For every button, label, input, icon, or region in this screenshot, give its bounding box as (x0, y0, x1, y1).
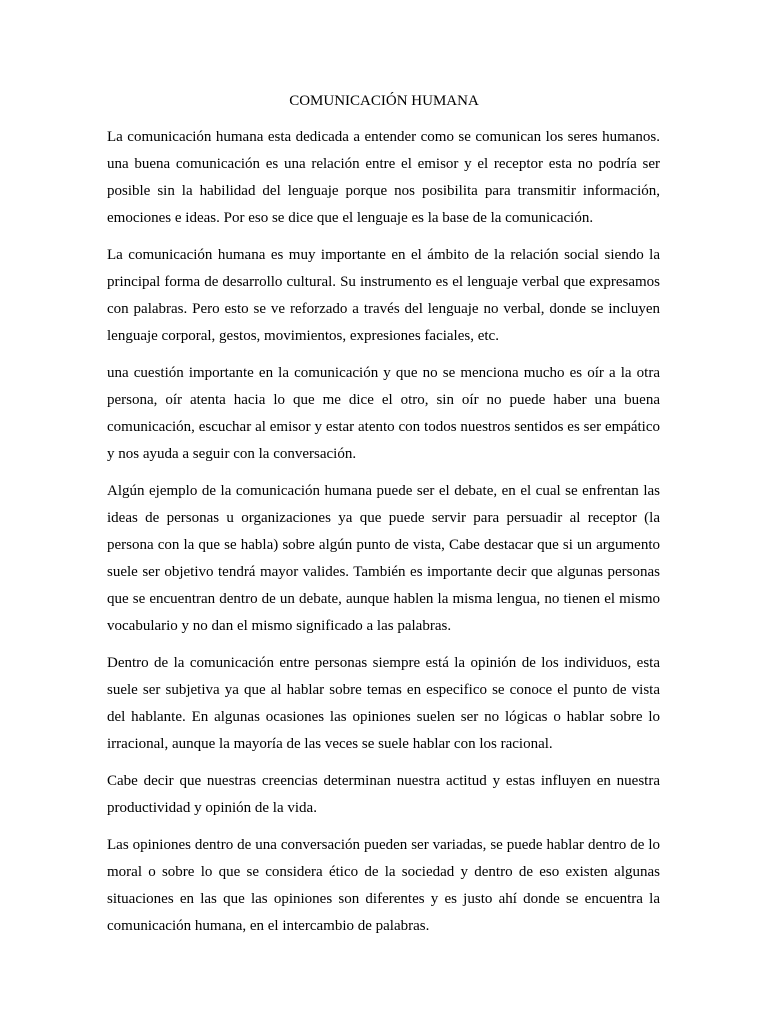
paragraph-4: Algún ejemplo de la comunicación humana puede ser el debate, en el cual se enfrentan las ideas de personas u organizaciones ya que puede servir para persuadir al receptor (la persona con la que se habla) sobre algún punto de vista, Cabe destacar que si un argumento suele ser objetivo tendrá mayor valides. También es importante decir que algunas personas que se encuentran dentro de un debate, aunque hablen la misma lengua, no tienen el mismo vocabulario y no dan el mismo significado a las palabras. (107, 483, 660, 634)
paragraph-5: Dentro de la comunicación entre personas siempre está la opinión de los individuos, esta suele ser subjetiva ya que al hablar sobre temas en especifico se conoce el punto de vista del hablante. En algunas ocasiones las opiniones suelen ser no lógicas o hablar sobre lo irracional, aunque la mayoría de las veces se suele hablar con los racional. (107, 655, 660, 752)
paragraph-6: Cabe decir que nuestras creencias determinan nuestra actitud y estas influyen en nuestra productividad y opinión de la vida. (107, 773, 660, 816)
paragraph-1: La comunicación humana esta dedicada a entender como se comunican los seres humanos. una buena comunicación es una relación entre el emisor y el receptor esta no podría ser posible sin la habilidad del lenguaje porque nos posibilita para transmitir información, emociones e ideas. Por eso se dice que el lenguaje es la base de la comunicación. (107, 129, 660, 226)
paragraph-7: Las opiniones dentro de una conversación pueden ser variadas, se puede hablar dentro de lo moral o sobre lo que se considera ético de la sociedad y dentro de eso existen algunas situaciones en las que las opiniones son diferentes y es justo ahí donde se encuentra la comunicación humana, en el intercambio de palabras. (107, 837, 660, 934)
paragraph-2: La comunicación humana es muy importante en el ámbito de la relación social siendo la principal forma de desarrollo cultural. Su instrumento es el lenguaje verbal que expresamos con palabras. Pero esto se ve reforzado a través del lenguaje no verbal, donde se incluyen lenguaje corporal, gestos, movimientos, expresiones faciales, etc. (107, 247, 660, 344)
document-body (107, 124, 660, 950)
document-title: COMUNICACIÓN HUMANA (289, 93, 479, 109)
paragraph-3: una cuestión importante en la comunicación y que no se menciona mucho es oír a la otra persona, oír atenta hacia lo que me dice el otro, sin oír no puede haber una buena comunicación, escuchar al emisor y estar atento con todos nuestros sentidos es ser empático y nos ayuda a seguir con la conversación. (107, 365, 660, 462)
